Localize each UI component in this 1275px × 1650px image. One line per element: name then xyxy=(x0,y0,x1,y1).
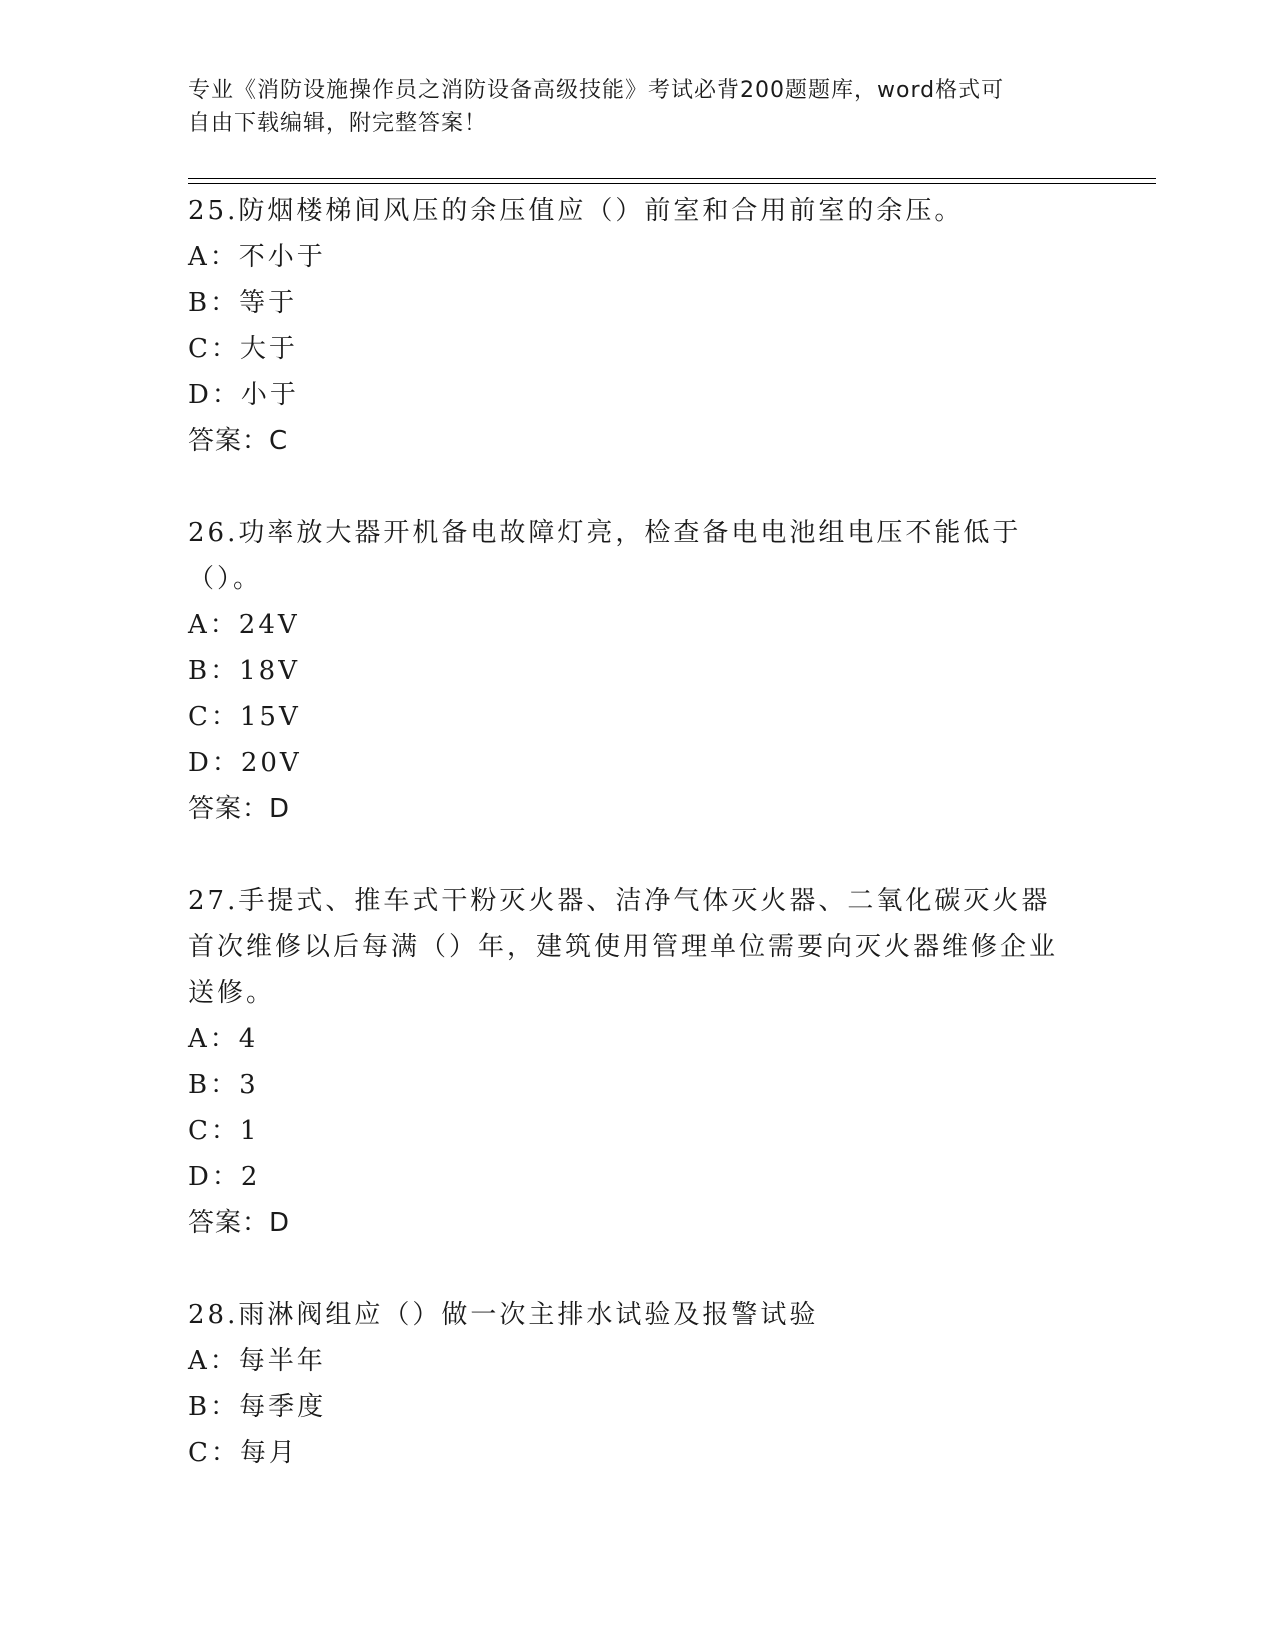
header-divider-bottom xyxy=(188,183,1156,184)
document-header xyxy=(188,74,1068,140)
question-stem: 25.防烟楼梯间风压的余压值应（）前室和合用前室的余压。 xyxy=(188,196,964,226)
option-b: B：18V xyxy=(188,656,300,686)
option-c: C：1 xyxy=(188,1116,260,1146)
option-c: C：每月 xyxy=(188,1438,298,1468)
option-b: B：等于 xyxy=(188,288,298,318)
answer-line: 答案：D xyxy=(188,1208,291,1238)
option-d: D：小于 xyxy=(188,380,299,410)
question-stem: 27.手提式、推车式干粉灭火器、洁净气体灭火器、二氧化碳灭火器首次维修以后每满（）年，建筑使用管理单位需要向灭火器维修企业送修。 xyxy=(188,886,1059,1008)
option-c: C：15V xyxy=(188,702,301,732)
header-line-1: 专业《消防设施操作员之消防设备高级技能》考试必背200题题库，word格式可 xyxy=(188,78,1005,103)
question-stem: 26.功率放大器开机备电故障灯亮，检查备电电池组电压不能低于（）。 xyxy=(188,518,1022,594)
question-27 xyxy=(188,878,1068,1246)
question-28 xyxy=(188,1292,1068,1476)
answer-line: 答案：C xyxy=(188,426,289,456)
option-a: A：不小于 xyxy=(188,242,326,272)
option-c: C：大于 xyxy=(188,334,298,364)
option-d: D：20V xyxy=(188,748,302,778)
header-line-2: 自由下载编辑，附完整答案！ xyxy=(188,111,488,136)
option-a: A：每半年 xyxy=(188,1346,326,1376)
option-b: B：每季度 xyxy=(188,1392,327,1422)
option-a: A：24V xyxy=(188,610,300,640)
question-stem: 28.雨淋阀组应（）做一次主排水试验及报警试验 xyxy=(188,1300,819,1330)
option-a: A：4 xyxy=(188,1024,259,1054)
header-divider-top xyxy=(188,178,1156,179)
option-b: B：3 xyxy=(188,1070,259,1100)
answer-line: 答案：D xyxy=(188,794,291,824)
question-list xyxy=(188,188,1068,1522)
question-25 xyxy=(188,188,1068,464)
option-d: D：2 xyxy=(188,1162,261,1192)
question-26 xyxy=(188,510,1068,832)
